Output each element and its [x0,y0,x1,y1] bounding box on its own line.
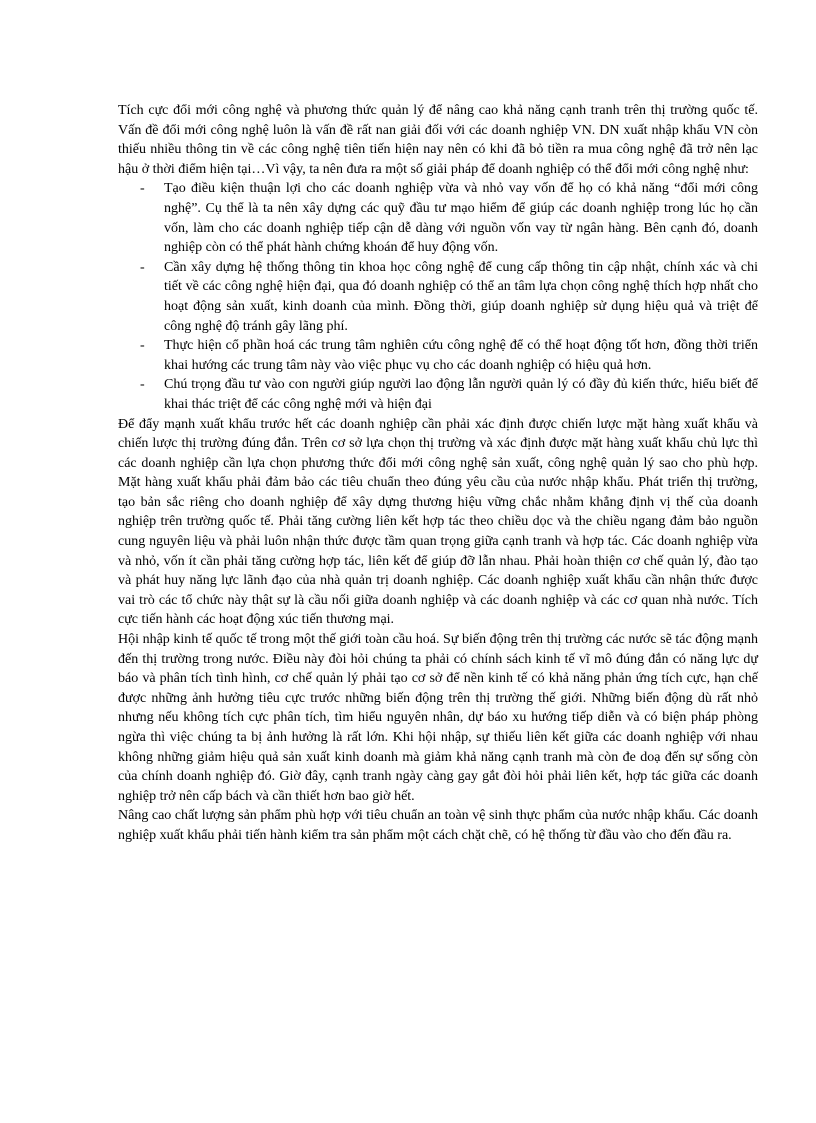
list-item-text: Thực hiện cổ phần hoá các trung tâm nghiên cứu công nghệ để có thể hoạt động tốt hơn, đồng thời triển khai hướng các trung tâm này vào việc phục vụ cho các doanh nghiệp có hiệu quả hơn. [164,338,758,373]
list-item-text: Chú trọng đầu tư vào con người giúp người lao động lẫn người quản lý có đầy đủ kiến thức, hiểu biết để khai thác triệt để các công nghệ mới và hiện đại [164,377,758,412]
bullet-dash: - [140,338,145,354]
document-page [118,101,758,846]
integration-paragraph: Hội nhập kinh tế quốc tế trong một thế giới toàn cầu hoá. Sự biến động trên thị trường các nước sẽ tác động mạnh đến thị trường trong nước. Điều này đòi hỏi chúng ta phải có chính sách kinh tế vĩ mô đúng đắn có năng lực dự báo và phân tích tình hình, cơ chế quản lý phải tạo cơ sở để nền kinh tế có khả năng phản ứng tích cực, hạn chế được những ảnh hưởng tiêu cực trước những biến động trên thị trường thế giới. Những biến động dù rất nhỏ nhưng nếu không tích cực phân tích, tìm hiểu nguyên nhân, dự báo xu hướng tiếp diễn và có biện pháp phòng ngừa thì việc chúng ta bị ảnh hưởng là rất lớn. Khi hội nhập, sự thiếu liên kết giữa các doanh nghiệp với nhau không những giảm hiệu quả sản xuất kinh doanh mà giảm khả năng cạnh tranh mà còn đe doạ đến sự sống còn của chính doanh nghiệp đó. Giờ đây, cạnh tranh ngày càng gay gắt đòi hỏi phải liên kết, hợp tác giữa các doanh nghiệp trở nên cấp bách và cần thiết hơn bao giờ hết. [118,632,758,804]
export-strategy-paragraph: Để đẩy mạnh xuất khẩu trước hết các doanh nghiệp cần phải xác định được chiến lược mặt hàng xuất khẩu và chiến lược thị trường đúng đắn. Trên cơ sở lựa chọn thị trường và xác định được mặt hàng xuất khẩu chủ lực thì các doanh nghiệp cần lựa chọn phương thức đổi mới công nghệ sản xuất, công nghệ quản lý sao cho phù hợp. Mặt hàng xuất khẩu phải đảm bảo các tiêu chuẩn theo đúng yêu cầu của nước nhập khẩu. Phát triển thị trường, tạo bản sắc riêng cho doanh nghiệp để xây dựng thương hiệu vững chắc nhằm khẳng định vị thế của doanh nghiệp trên trường quốc tế. Phải tăng cường liên kết hợp tác theo chiều dọc và the chiều ngang đảm bảo nguồn cung nguyên liệu và phải luôn nhận thức được tầm quan trọng giữa cạnh tranh và hợp tác. Các doanh nghiệp vừa và nhỏ, vốn ít cần phải tăng cường hợp tác, liên kết để giúp đỡ lẫn nhau. Phải hoàn thiện cơ chế quản lý, đào tạo và phát huy năng lực lãnh đạo của nhà quản trị doanh nghiệp. Các doanh nghiệp xuất khẩu cần nhận thức được vai trò các tổ chức này thật sự là cầu nối giữa doanh nghiệp và các doanh nghiệp và các cơ quan nhà nước. Tích cực tiến hành các hoạt động xúc tiến thương mại. [118,416,758,628]
solution-list [118,179,758,414]
list-item-text: Tạo điều kiện thuận lợi cho các doanh nghiệp vừa và nhỏ vay vốn để họ có khả năng “đổi mới công nghệ”. Cụ thể là ta nên xây dựng các quỹ đầu tư mạo hiểm để giúp các doanh nghiệp trong lúc họ cần vốn, làm cho các doanh nghiệp tiếp cận dễ dàng với nguồn vốn vay từ ngân hàng. Bên cạnh đó, doanh nghiệp còn có thể phát hành chứng khoán để huy động vốn. [164,181,758,256]
quality-paragraph: Nâng cao chất lượng sản phẩm phù hợp với tiêu chuẩn an toàn vệ sinh thực phẩm của nước nhập khẩu. Các doanh nghiệp xuất khẩu phải tiến hành kiểm tra sản phẩm một cách chặt chẽ, có hệ thống từ đầu vào cho đến đầu ra. [118,808,758,843]
bullet-dash: - [140,259,145,275]
list-item [140,375,758,414]
list-item-text: Cần xây dựng hệ thống thông tin khoa học công nghệ để cung cấp thông tin cập nhật, chính xác và chi tiết về các công nghệ hiện đại, qua đó doanh nghiệp có thể an tâm lựa chọn công nghệ thích hợp nhất cho hoạt động sản xuất, kinh doanh của mình. Đồng thời, giúp doanh nghiệp sử dụng hiệu quả và triệt để công nghệ độ tránh gây lãng phí. [164,259,758,334]
list-item [140,179,758,257]
list-item [140,336,758,375]
list-item [140,258,758,336]
bullet-dash: - [140,377,145,393]
bullet-dash: - [140,181,145,197]
intro-paragraph: Tích cực đổi mới công nghệ và phương thức quản lý để nâng cao khả năng cạnh tranh trên thị trường quốc tế. Vấn đề đổi mới công nghệ luôn là vấn đề rất nan giải đối với các doanh nghiệp VN. DN xuất nhập khẩu VN còn thiếu nhiều thông tin về các công nghệ tiên tiến hiện nay nên có khi đã bỏ tiền ra mua công nghệ đã trở nên lạc hậu ở thời điểm hiện tại…Vì vậy, ta nên đưa ra một số giải pháp để doanh nghiệp có thể đổi mới công nghệ như: [118,103,758,177]
